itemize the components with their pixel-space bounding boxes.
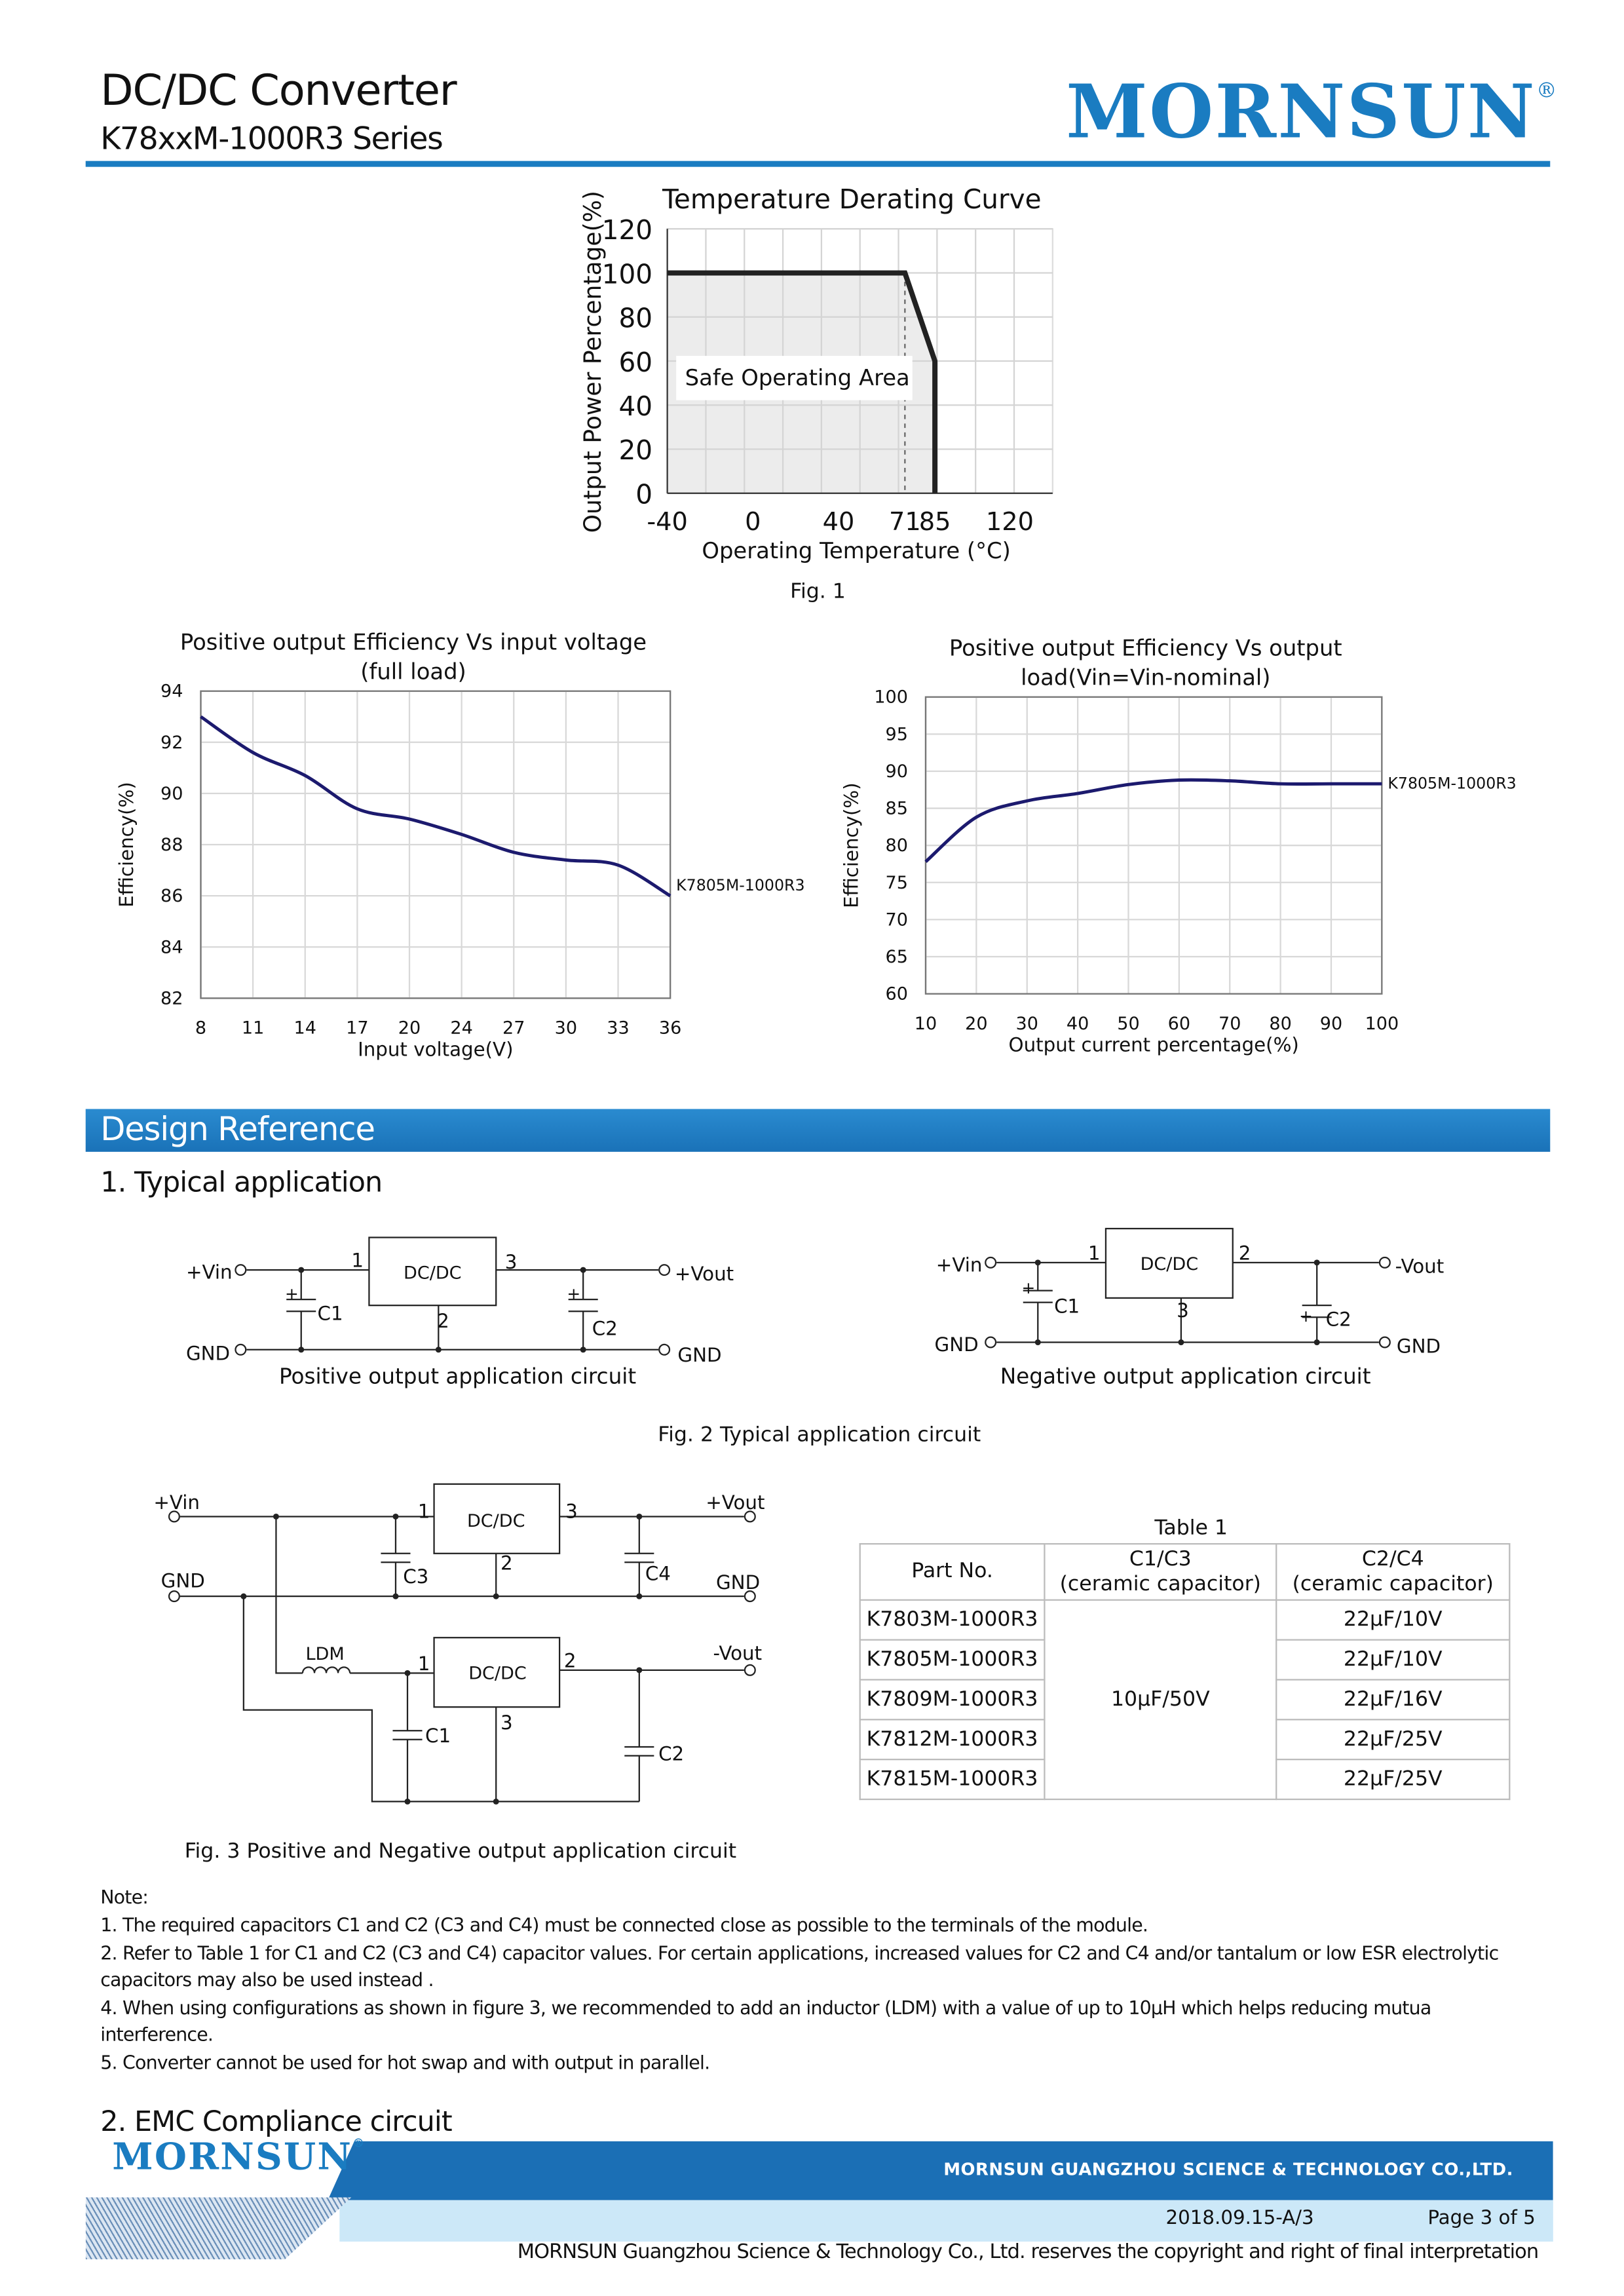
note-item: 2. Refer to Table 1 for C1 and C2 (C3 and C4) capacitor values. For certain applications, increased values for C2 and C4 and/or tantalum or low ESR electrolytic: [100, 1942, 1499, 1964]
label-c2: C2: [592, 1317, 618, 1340]
safe-area-label: Safe Operating Area: [685, 365, 910, 391]
gnd-terminal: [985, 1337, 996, 1348]
x-tick-label: 30: [554, 1018, 578, 1039]
heading-typical-application: 1. Typical application: [100, 1166, 383, 1199]
document-title: DC/DC Converter: [100, 65, 457, 115]
y-tick-label: 0: [635, 478, 653, 510]
x-tick-label: 50: [1117, 1013, 1140, 1034]
negative-circuit-caption: Negative output application circuit: [1000, 1364, 1371, 1389]
registered-mark: ®: [352, 2135, 366, 2151]
label-c3: C3: [403, 1565, 429, 1588]
y-tick-label: 60: [618, 346, 653, 378]
col-c2c4-type: (ceramic capacitor): [1292, 1571, 1494, 1596]
c2c4-value: 22µF/16V: [1276, 1679, 1509, 1719]
y-tick-label: 75: [885, 872, 908, 893]
x-tick-label: 11: [241, 1018, 265, 1039]
y-tick-label: 94: [161, 681, 183, 702]
chart-title-line: load(Vin=Vin-nominal): [1021, 664, 1271, 691]
y-tick-label: 100: [601, 258, 653, 290]
y-tick-label: 86: [161, 886, 183, 907]
x-tick-label: 85: [918, 507, 951, 537]
footer-light-band: [339, 2200, 1553, 2242]
table-row: [860, 1600, 1510, 1640]
capacitor-c1: [392, 1673, 422, 1801]
part-no: K7815M-1000R3: [860, 1759, 1045, 1799]
chart-title-line: Positive output Efficiency Vs output: [949, 635, 1342, 661]
page-number: Page 3 of 5: [1427, 2208, 1536, 2230]
x-tick-label: 120: [985, 507, 1034, 537]
chart-title-line: Positive output Efficiency Vs input voltage: [179, 629, 647, 655]
negative-circuit-labels: [935, 1242, 1445, 1388]
label-gnd: GND: [715, 1571, 761, 1594]
pin-3: 3: [565, 1500, 578, 1523]
footer-date: 2018.09.15-A/3: [1165, 2208, 1314, 2230]
fig1-caption: Fig. 1: [790, 579, 846, 603]
label-vin: +Vin: [185, 1261, 233, 1284]
y-tick-label: 40: [618, 391, 653, 423]
y-tick-label: 88: [161, 835, 183, 856]
x-tick-label: 33: [607, 1018, 630, 1039]
x-tick-label: 70: [1218, 1013, 1241, 1034]
footer-copyright: MORNSUN Guangzhou Science & Technology Co., Ltd. reserves the copyright and right of final interpretation: [517, 2240, 1539, 2264]
y-tick-label: 100: [874, 687, 908, 708]
fig3-caption: Fig. 3 Positive and Negative output application circuit: [184, 1839, 737, 1864]
x-tick-label: 27: [502, 1018, 525, 1039]
capacitor-c2: [624, 1670, 654, 1802]
efficiency-vs-input-chart: [115, 630, 805, 1061]
pin-3: 3: [500, 1711, 513, 1734]
col-c1c3-type: (ceramic capacitor): [1059, 1571, 1261, 1596]
capacitor-c1: [286, 1270, 316, 1350]
inductor-ldm: [303, 1667, 350, 1673]
pin-3: 3: [1177, 1299, 1189, 1322]
part-no: K7812M-1000R3: [860, 1719, 1045, 1759]
gnd-terminal: [1380, 1337, 1390, 1348]
y-tick-label: 80: [618, 302, 653, 334]
fig2-caption: Fig. 2 Typical application circuit: [658, 1423, 981, 1447]
c2c4-value: 22µF/25V: [1276, 1759, 1509, 1799]
label-vout-neg: -Vout: [713, 1642, 763, 1665]
vin-terminal: [235, 1265, 246, 1275]
label-c4: C4: [645, 1562, 671, 1585]
pin-3: 3: [504, 1250, 518, 1273]
label-vout: -Vout: [1395, 1255, 1445, 1278]
col-c1c3: [1044, 1544, 1276, 1600]
capacitor-c1: [1023, 1263, 1053, 1343]
x-tick-label: 8: [195, 1018, 207, 1039]
logo-text: MORNSUN: [1066, 67, 1537, 155]
label-gnd: GND: [677, 1343, 722, 1366]
series-name: K78xxM-1000R3 Series: [100, 121, 443, 157]
label-c1: C1: [1054, 1295, 1080, 1318]
c1c3-value: 10µF/50V: [1044, 1600, 1276, 1799]
note-item: interference.: [100, 2023, 214, 2046]
series-label: K7805M-1000R3: [1388, 774, 1517, 793]
label-vout-pos: +Vout: [706, 1491, 765, 1514]
label-ldm: LDM: [305, 1644, 345, 1665]
label-c2: C2: [658, 1742, 685, 1765]
pin-1: 1: [1087, 1242, 1101, 1265]
x-tick-label: 71: [888, 507, 921, 537]
label-vout: +Vout: [674, 1262, 734, 1285]
pin-2: 2: [1238, 1242, 1251, 1265]
x-tick-label: -40: [647, 507, 688, 537]
y-tick-label: 92: [161, 732, 183, 753]
pin-2: 2: [563, 1649, 576, 1672]
x-tick-label: 40: [822, 507, 855, 537]
vout-terminal: [659, 1265, 670, 1275]
table-title: Table 1: [1154, 1516, 1228, 1540]
label-c1: C1: [425, 1725, 451, 1748]
x-tick-label: 14: [293, 1018, 316, 1039]
vout-terminal: [1380, 1257, 1390, 1268]
y-tick-label: 20: [618, 434, 653, 467]
x-tick-label: 80: [1269, 1013, 1292, 1034]
footer-logo-text: MORNSUN: [112, 2135, 353, 2179]
part-no: K7803M-1000R3: [860, 1600, 1045, 1640]
x-axis-label: Output current percentage(%): [1008, 1033, 1299, 1056]
x-tick-label: 20: [965, 1013, 988, 1034]
gnd-terminal: [659, 1345, 670, 1355]
x-tick-label: 40: [1066, 1013, 1089, 1034]
note-item: 5. Converter cannot be used for hot swap and with output in parallel.: [100, 2051, 710, 2074]
col-part-no: Part No.: [860, 1544, 1045, 1600]
x-tick-label: 20: [398, 1018, 421, 1039]
part-no: K7805M-1000R3: [860, 1640, 1045, 1680]
capacitor-table: [859, 1543, 1511, 1800]
gnd-terminal: [235, 1345, 246, 1355]
pin-1: 1: [351, 1249, 364, 1272]
y-axis-label: Efficiency(%): [840, 782, 863, 909]
pin-1: 1: [417, 1500, 430, 1523]
pin-1: 1: [417, 1652, 430, 1675]
dual-circuit-labels: [153, 1491, 765, 1863]
y-tick-label: 60: [885, 984, 908, 1004]
label-c2: C2: [1325, 1308, 1351, 1331]
note-item: 1. The required capacitors C1 and C2 (C3 and C4) must be connected close as possible to the terminals of the module.: [100, 1913, 1148, 1936]
polarity-plus: +: [1299, 1306, 1313, 1326]
x-tick-label: 10: [914, 1013, 937, 1034]
label-c1: C1: [317, 1302, 343, 1325]
label-vin: +Vin: [935, 1253, 983, 1276]
pin-2: 2: [437, 1309, 449, 1332]
col-c2c4-name: C2/C4: [1361, 1546, 1424, 1571]
note-item: 4. When using configurations as shown in figure 3, we recommended to add an inductor (LDM) with a value of up to 10µH which helps reducing mutua: [100, 1996, 1431, 2019]
label-gnd: GND: [185, 1342, 231, 1365]
x-tick-label: 0: [745, 507, 761, 537]
heading-emc: 2. EMC Compliance circuit: [100, 2105, 452, 2139]
y-axis-label: Output Power Percentage(%): [579, 190, 607, 533]
label-dcdc: DC/DC: [466, 1511, 525, 1532]
efficiency-vs-load-chart: [840, 636, 1516, 1056]
x-tick-label: 17: [346, 1018, 369, 1039]
note-heading: Note:: [100, 1885, 149, 1908]
vin-terminal: [985, 1257, 996, 1268]
y-tick-label: 120: [601, 214, 653, 246]
footer-company: MORNSUN GUANGZHOU SCIENCE & TECHNOLOGY CO.,LTD.: [943, 2158, 1513, 2180]
y-tick-label: 85: [885, 798, 908, 819]
polarity-plus: +: [1021, 1278, 1036, 1298]
section-bar-design-reference: [86, 1109, 1551, 1151]
chart-title-line: (full load): [360, 659, 466, 685]
label-gnd: GND: [1396, 1335, 1441, 1358]
note-item: capacitors may also be used instead .: [100, 1968, 434, 1991]
part-no: K7809M-1000R3: [860, 1679, 1045, 1719]
c2c4-value: 22µF/10V: [1276, 1600, 1509, 1640]
registered-mark: ®: [1536, 79, 1558, 104]
pin-2: 2: [500, 1552, 513, 1575]
label-vin: +Vin: [153, 1491, 200, 1514]
label-dcdc: DC/DC: [468, 1663, 527, 1684]
label-dcdc: DC/DC: [1140, 1254, 1199, 1275]
y-tick-label: 80: [885, 835, 908, 856]
polarity-plus: +: [284, 1284, 299, 1304]
label-gnd: GND: [934, 1333, 979, 1356]
col-c1c3-name: C1/C3: [1129, 1546, 1192, 1571]
x-tick-label: 100: [1365, 1013, 1399, 1034]
table-header-row: [860, 1544, 1510, 1600]
chart-title: Temperature Derating Curve: [662, 183, 1042, 215]
y-tick-label: 95: [885, 724, 908, 745]
y-axis-label: Efficiency(%): [115, 782, 138, 908]
polarity-plus: +: [567, 1284, 581, 1304]
x-axis-label: Operating Temperature (°C): [702, 537, 1011, 564]
c2c4-value: 22µF/25V: [1276, 1719, 1509, 1759]
y-tick-label: 82: [161, 988, 183, 1009]
footer-logo: [112, 2135, 366, 2178]
temperature-derating-chart: [579, 183, 1053, 564]
section-title: Design Reference: [100, 1111, 375, 1149]
y-tick-label: 90: [885, 761, 908, 782]
x-tick-label: 36: [658, 1018, 682, 1039]
y-tick-label: 90: [161, 783, 183, 804]
x-tick-label: 60: [1167, 1013, 1191, 1034]
y-tick-label: 84: [161, 937, 183, 958]
x-axis-label: Input voltage(V): [358, 1038, 514, 1061]
y-tick-label: 70: [885, 909, 908, 930]
series-label: K7805M-1000R3: [676, 875, 805, 894]
positive-circuit-caption: Positive output application circuit: [279, 1364, 637, 1389]
col-c2c4: [1276, 1544, 1509, 1600]
c2c4-value: 22µF/10V: [1276, 1640, 1509, 1680]
x-tick-label: 24: [450, 1018, 473, 1039]
x-tick-label: 90: [1319, 1013, 1343, 1034]
label-dcdc: DC/DC: [404, 1263, 462, 1284]
label-gnd: GND: [161, 1569, 205, 1592]
y-tick-label: 65: [885, 947, 908, 968]
x-tick-label: 30: [1015, 1013, 1038, 1034]
